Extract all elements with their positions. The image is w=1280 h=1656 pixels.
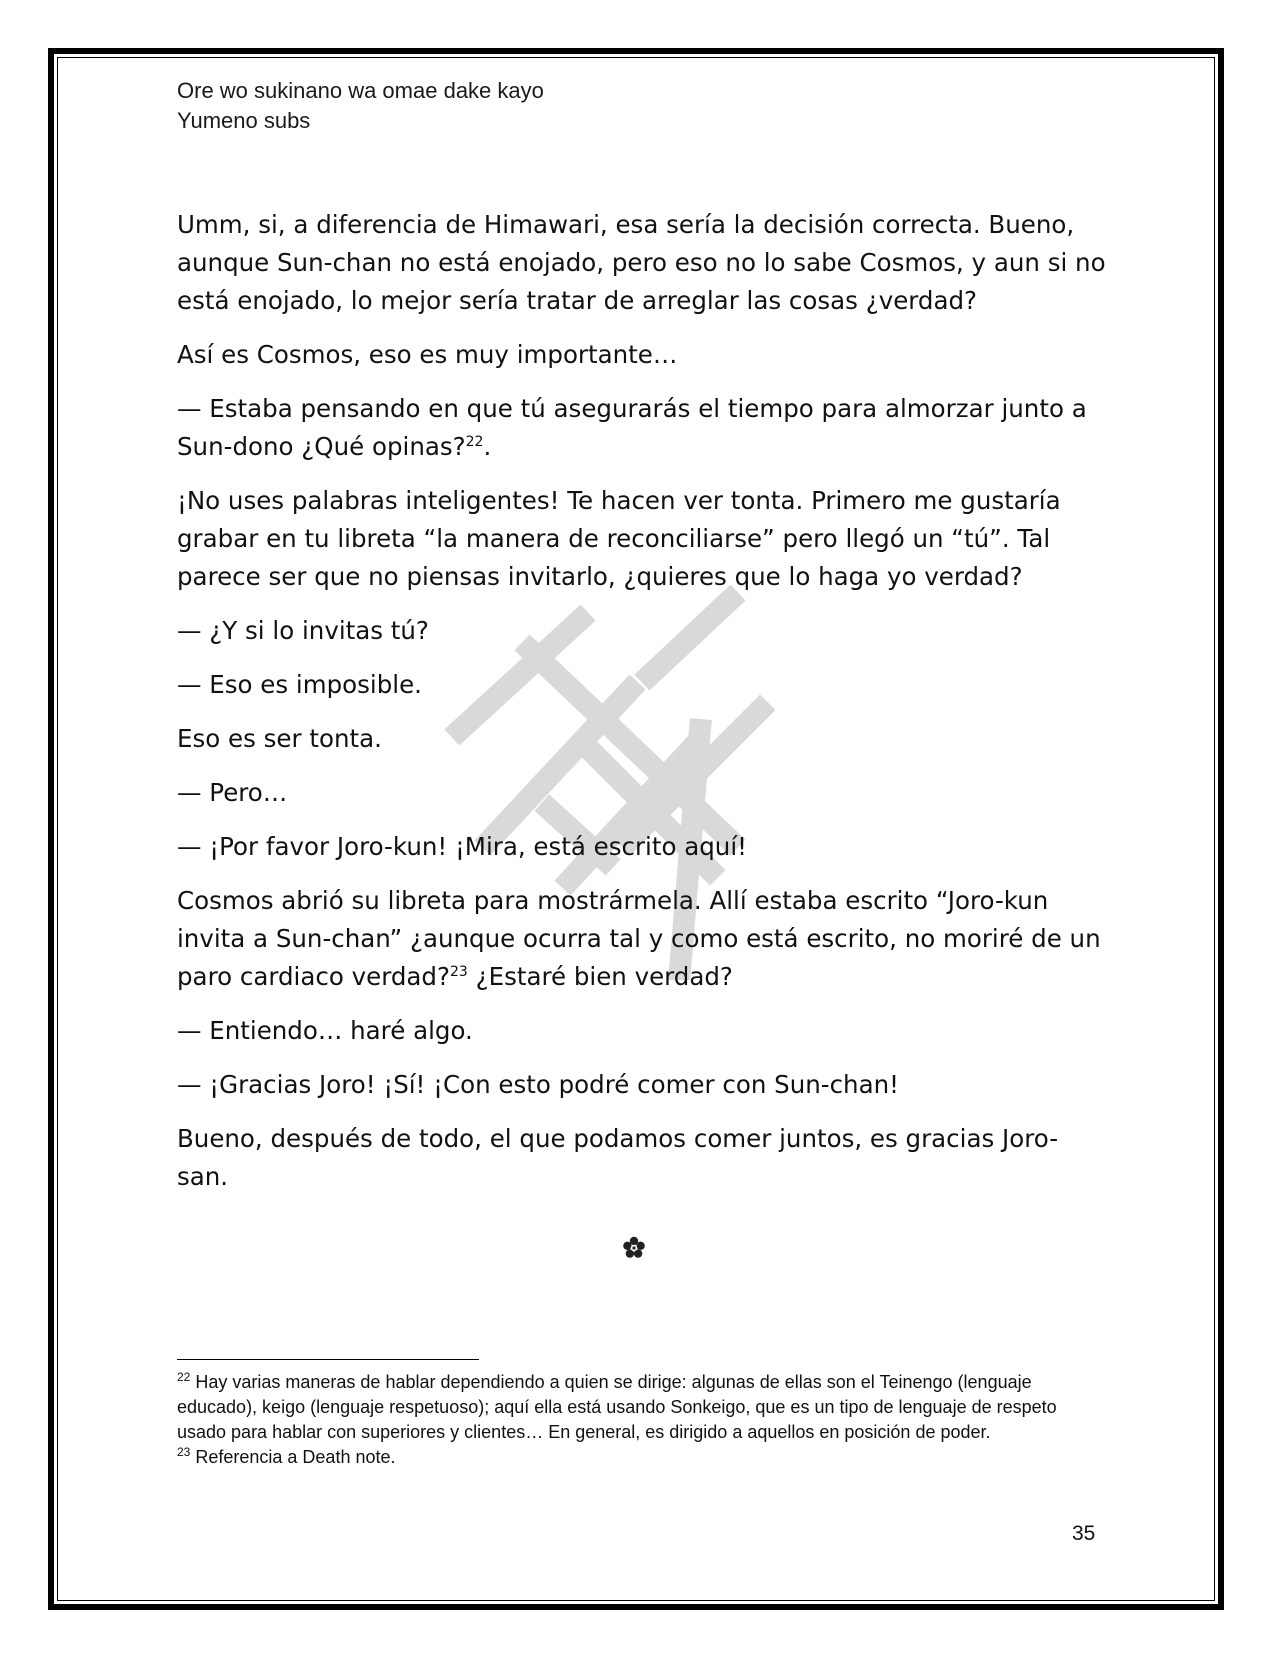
paragraph: — Pero… <box>177 778 288 807</box>
footnote-text: Referencia a Death note. <box>190 1447 396 1467</box>
paragraph: — ¡Por favor Joro-kun! ¡Mira, está escrito aquí! <box>177 832 747 861</box>
main-text <box>177 206 1107 1212</box>
paragraph: ¡No uses palabras inteligentes! Te hacen ver tonta. Primero me gustaría grabar en tu libreta “la manera de reconciliarse” pero llegó un “tú”. Tal parece ser que no piensas invitarlo, ¿quieres que lo haga yo verdad? <box>177 486 1061 591</box>
footnote-text: Hay varias maneras de hablar dependiendo a quien se dirige: algunas de ellas son el Teinengo (lenguaje educado), keigo (lenguaje respetuoso); aquí ella está usando Sonkeigo, que es un tipo de lenguaje de respeto usado para hablar con superiores y clientes… En general, es dirigido a aquellos en posición de poder. <box>177 1372 1057 1442</box>
paragraph: Eso es ser tonta. <box>177 724 382 753</box>
paragraph: — ¡Gracias Joro! ¡Sí! ¡Con esto podré comer con Sun-chan! <box>177 1070 899 1099</box>
paragraph-text: — Estaba pensando en que tú asegurarás el tiempo para almorzar junto a Sun-dono ¿Qué opinas? <box>177 394 1087 461</box>
running-header <box>177 76 544 136</box>
footnote-reference[interactable]: 22 <box>465 433 484 450</box>
flower-icon <box>622 1236 646 1260</box>
paragraph: — Eso es imposible. <box>177 670 422 699</box>
footnote-separator <box>177 1359 479 1360</box>
footnote <box>177 1445 1107 1470</box>
paragraph-text: ¿Estaré bien verdad? <box>467 962 733 991</box>
paragraph <box>177 882 1107 996</box>
header-subtitle: Yumeno subs <box>177 108 311 133</box>
footnote-number: 22 <box>177 1370 191 1384</box>
footnotes <box>177 1370 1107 1470</box>
page-number: 35 <box>1072 1522 1096 1545</box>
paragraph: Así es Cosmos, eso es muy importante… <box>177 340 678 369</box>
paragraph: — ¿Y si lo invitas tú? <box>177 616 429 645</box>
paragraph-text: Cosmos abrió su libreta para mostrármela. Allí estaba escrito “Joro-kun invita a Sun-chan” ¿aunque ocurra tal y como está escrito, no moriré de un paro cardiaco verdad? <box>177 886 1101 991</box>
footnote-reference[interactable]: 23 <box>449 963 468 980</box>
paragraph: Bueno, después de todo, el que podamos comer juntos, es gracias Joro-san. <box>177 1124 1059 1191</box>
footnote-number: 23 <box>177 1445 191 1459</box>
paragraph-text: . <box>483 432 492 461</box>
paragraph: — Entiendo… haré algo. <box>177 1016 473 1045</box>
footnote <box>177 1370 1107 1445</box>
header-title: Ore wo sukinano wa omae dake kayo <box>177 78 544 103</box>
paragraph: Umm, si, a diferencia de Himawari, esa sería la decisión correcta. Bueno, aunque Sun-chan no está enojado, pero eso no lo sabe Cosmos, y aun si no está enojado, lo mejor sería tratar de arreglar las cosas ¿verdad? <box>177 210 1106 315</box>
paragraph <box>177 390 1107 466</box>
